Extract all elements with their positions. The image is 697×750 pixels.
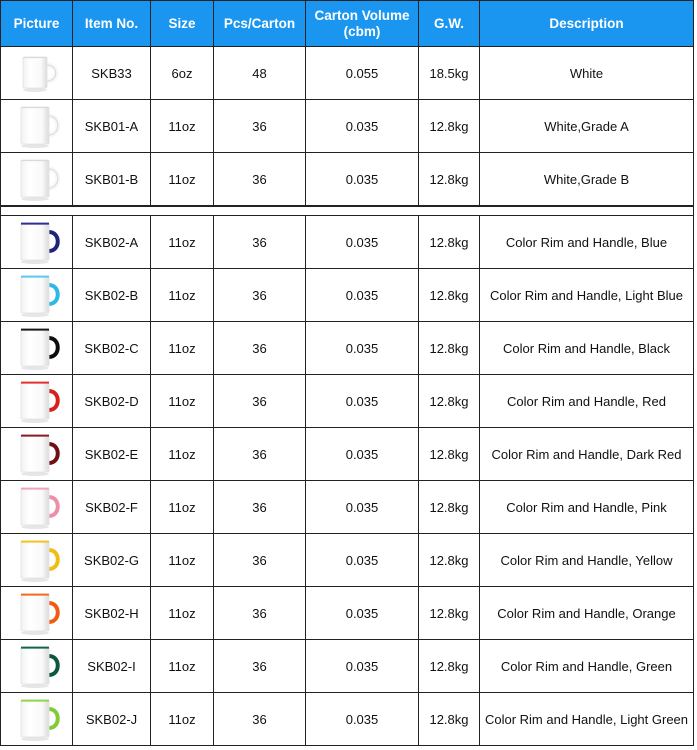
mug-shadow [21, 366, 49, 370]
mug-image [6, 218, 68, 266]
pcs-carton-cell: 36 [214, 375, 306, 428]
size-cell: 11oz [151, 322, 214, 375]
item-no-cell: SKB33 [73, 47, 151, 100]
item-no-cell: SKB02-A [73, 216, 151, 269]
description-cell: Color Rim and Handle, Yellow [480, 534, 694, 587]
table-row [1, 153, 694, 207]
mug-image [6, 430, 68, 478]
pcs-carton-cell: 36 [214, 428, 306, 481]
carton-volume-cell: 0.035 [306, 640, 419, 693]
mug-image [6, 377, 68, 425]
pcs-carton-cell: 36 [214, 153, 306, 207]
mug-image [6, 155, 68, 203]
item-no-cell: SKB02-C [73, 322, 151, 375]
carton-volume-cell: 0.035 [306, 269, 419, 322]
section-divider [1, 206, 694, 216]
mug-body [21, 594, 49, 631]
mug-body [21, 329, 49, 366]
mug-body [21, 160, 49, 197]
mug-body [21, 276, 49, 313]
header-pcs-carton: Pcs/Carton [214, 1, 306, 47]
gw-cell: 12.8kg [419, 481, 480, 534]
description-cell: Color Rim and Handle, Light Green [480, 693, 694, 746]
gw-cell: 12.8kg [419, 100, 480, 153]
pcs-carton-cell: 36 [214, 587, 306, 640]
table-row [1, 481, 694, 534]
pcs-carton-cell: 36 [214, 534, 306, 587]
pcs-carton-cell: 36 [214, 322, 306, 375]
item-no-cell: SKB02-G [73, 534, 151, 587]
gw-cell: 12.8kg [419, 693, 480, 746]
mug-image [6, 589, 68, 637]
section-divider-row [1, 206, 694, 216]
mug-shadow [23, 88, 47, 92]
size-cell: 11oz [151, 640, 214, 693]
description-cell: Color Rim and Handle, Pink [480, 481, 694, 534]
gw-cell: 12.8kg [419, 322, 480, 375]
carton-volume-cell: 0.035 [306, 481, 419, 534]
mug-image [6, 324, 68, 372]
picture-cell [1, 375, 73, 428]
mug-shadow [21, 684, 49, 688]
picture-cell [1, 640, 73, 693]
table-header [1, 1, 694, 47]
mug-shadow [21, 419, 49, 423]
mug-body [23, 57, 47, 88]
carton-volume-cell: 0.035 [306, 587, 419, 640]
mug-shadow [21, 260, 49, 264]
mug-image [6, 483, 68, 531]
item-no-cell: SKB02-I [73, 640, 151, 693]
carton-volume-cell: 0.055 [306, 47, 419, 100]
picture-cell [1, 481, 73, 534]
mug-handle [48, 550, 58, 569]
header-picture: Picture [1, 1, 73, 47]
picture-cell [1, 269, 73, 322]
header-carton-volume [306, 1, 419, 47]
header-carton-volume-line2: (cbm) [343, 23, 381, 39]
mug-shadow [21, 525, 49, 529]
mug-body [21, 541, 49, 578]
carton-volume-cell: 0.035 [306, 322, 419, 375]
mug-handle [48, 497, 58, 516]
mug-body [21, 488, 49, 525]
mug-body [21, 700, 49, 737]
size-cell: 6oz [151, 47, 214, 100]
mug-shadow [21, 313, 49, 317]
item-no-cell: SKB01-B [73, 153, 151, 207]
item-no-cell: SKB02-H [73, 587, 151, 640]
table-body [1, 47, 694, 746]
mug-handle [48, 232, 58, 251]
mug-handle [48, 338, 58, 357]
description-cell: White,Grade A [480, 100, 694, 153]
pcs-carton-cell: 36 [214, 481, 306, 534]
pcs-carton-cell: 36 [214, 269, 306, 322]
mug-image [6, 271, 68, 319]
mug-body [21, 647, 49, 684]
description-cell: White [480, 47, 694, 100]
table-row [1, 269, 694, 322]
pcs-carton-cell: 36 [214, 693, 306, 746]
mug-shadow [21, 578, 49, 582]
carton-volume-cell: 0.035 [306, 375, 419, 428]
item-no-cell: SKB01-A [73, 100, 151, 153]
mug-image [6, 49, 68, 97]
mug-shadow [21, 472, 49, 476]
size-cell: 11oz [151, 216, 214, 269]
picture-cell [1, 153, 73, 207]
mug-handle [48, 391, 58, 410]
size-cell: 11oz [151, 269, 214, 322]
mug-shadow [21, 144, 49, 148]
table-row [1, 534, 694, 587]
mug-handle [48, 444, 58, 463]
header-row [1, 1, 694, 47]
item-no-cell: SKB02-J [73, 693, 151, 746]
size-cell: 11oz [151, 428, 214, 481]
carton-volume-cell: 0.035 [306, 100, 419, 153]
header-item-no: Item No. [73, 1, 151, 47]
carton-volume-cell: 0.035 [306, 153, 419, 207]
size-cell: 11oz [151, 100, 214, 153]
table-row [1, 216, 694, 269]
mug-handle [48, 116, 58, 135]
mug-handle [48, 169, 58, 188]
table-row [1, 640, 694, 693]
table-row [1, 587, 694, 640]
description-cell: Color Rim and Handle, Light Blue [480, 269, 694, 322]
pcs-carton-cell: 36 [214, 100, 306, 153]
mug-body [21, 382, 49, 419]
mug-image [6, 102, 68, 150]
picture-cell [1, 693, 73, 746]
header-carton-volume-line1: Carton Volume [314, 7, 410, 23]
size-cell: 11oz [151, 693, 214, 746]
picture-cell [1, 216, 73, 269]
description-cell: Color Rim and Handle, Green [480, 640, 694, 693]
size-cell: 11oz [151, 481, 214, 534]
size-cell: 11oz [151, 153, 214, 207]
table-row [1, 322, 694, 375]
picture-cell [1, 322, 73, 375]
picture-cell [1, 587, 73, 640]
mug-body [21, 435, 49, 472]
picture-cell [1, 47, 73, 100]
mug-shadow [21, 631, 49, 635]
description-cell: Color Rim and Handle, Blue [480, 216, 694, 269]
table-row [1, 428, 694, 481]
header-description: Description [480, 1, 694, 47]
mug-handle [46, 65, 56, 81]
gw-cell: 12.8kg [419, 587, 480, 640]
item-no-cell: SKB02-E [73, 428, 151, 481]
mug-image [6, 695, 68, 743]
gw-cell: 12.8kg [419, 153, 480, 207]
size-cell: 11oz [151, 534, 214, 587]
mug-handle [48, 656, 58, 675]
table-row [1, 693, 694, 746]
mug-image [6, 642, 68, 690]
description-cell: Color Rim and Handle, Black [480, 322, 694, 375]
mug-handle [48, 709, 58, 728]
gw-cell: 18.5kg [419, 47, 480, 100]
carton-volume-cell: 0.035 [306, 216, 419, 269]
gw-cell: 12.8kg [419, 640, 480, 693]
pcs-carton-cell: 36 [214, 216, 306, 269]
gw-cell: 12.8kg [419, 534, 480, 587]
gw-cell: 12.8kg [419, 216, 480, 269]
picture-cell [1, 534, 73, 587]
mug-handle [48, 603, 58, 622]
gw-cell: 12.8kg [419, 428, 480, 481]
item-no-cell: SKB02-D [73, 375, 151, 428]
description-cell: Color Rim and Handle, Orange [480, 587, 694, 640]
carton-volume-cell: 0.035 [306, 428, 419, 481]
mug-shadow [21, 197, 49, 201]
mug-shadow [21, 737, 49, 741]
table-row [1, 375, 694, 428]
description-cell: Color Rim and Handle, Red [480, 375, 694, 428]
picture-cell [1, 100, 73, 153]
mug-body [21, 107, 49, 144]
carton-volume-cell: 0.035 [306, 693, 419, 746]
mug-handle [48, 285, 58, 304]
size-cell: 11oz [151, 587, 214, 640]
description-cell: Color Rim and Handle, Dark Red [480, 428, 694, 481]
picture-cell [1, 428, 73, 481]
gw-cell: 12.8kg [419, 269, 480, 322]
size-cell: 11oz [151, 375, 214, 428]
header-size: Size [151, 1, 214, 47]
table-row [1, 100, 694, 153]
item-no-cell: SKB02-F [73, 481, 151, 534]
table-row [1, 47, 694, 100]
pcs-carton-cell: 36 [214, 640, 306, 693]
item-no-cell: SKB02-B [73, 269, 151, 322]
mug-image [6, 536, 68, 584]
description-cell: White,Grade B [480, 153, 694, 207]
pcs-carton-cell: 48 [214, 47, 306, 100]
carton-volume-cell: 0.035 [306, 534, 419, 587]
mug-body [21, 223, 49, 260]
header-gw: G.W. [419, 1, 480, 47]
gw-cell: 12.8kg [419, 375, 480, 428]
